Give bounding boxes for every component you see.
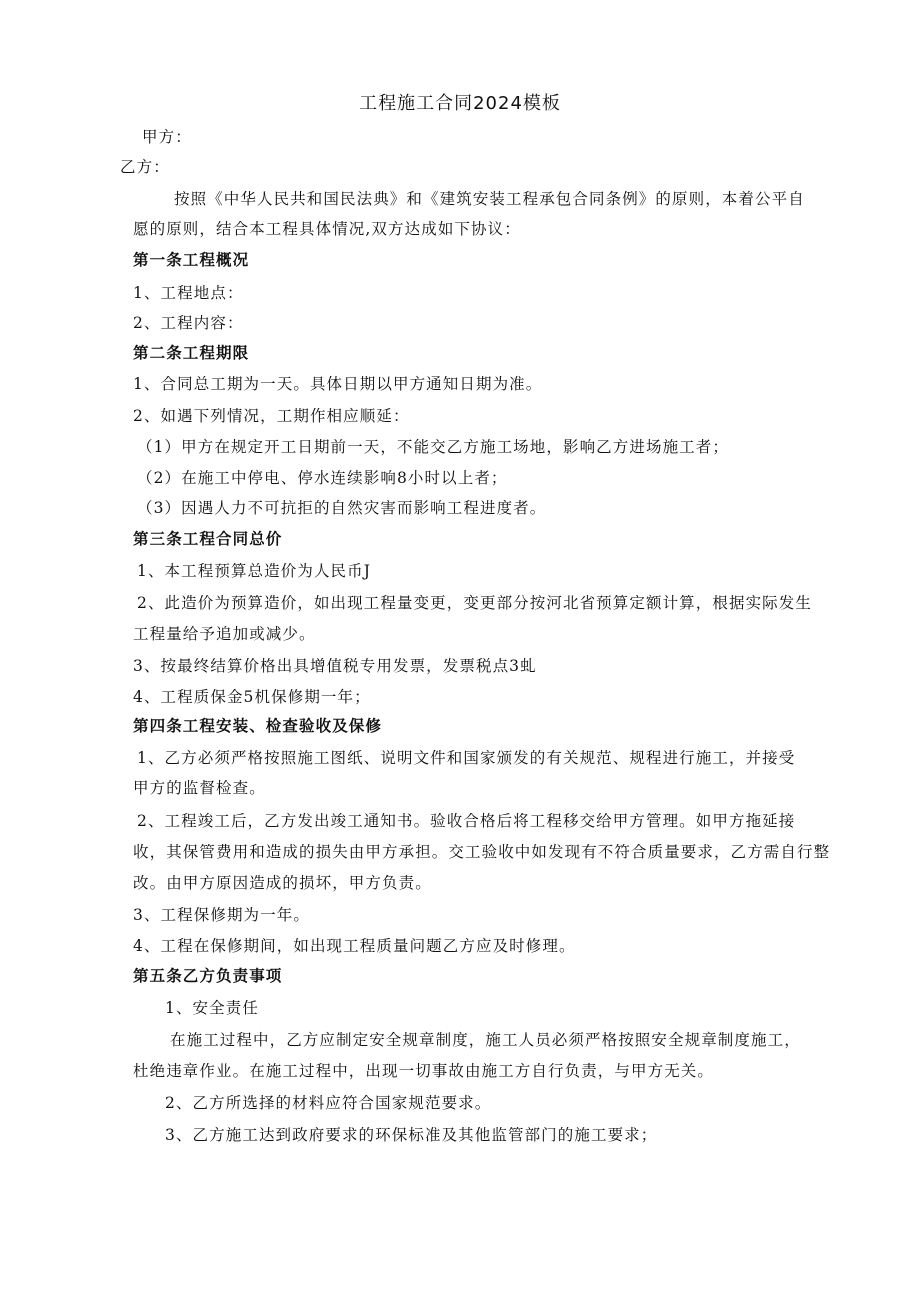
intro-line: 愿的原则，结合本工程具体情况,双方达成如下协议： — [133, 220, 521, 238]
article-2-item: （3）因遇人力不可抗拒的自然灾害而影响工程进度者。 — [137, 499, 547, 517]
article-4-item: 4、工程在保修期间，如出现工程质量问题乙方应及时修理。 — [133, 937, 576, 955]
article-4-item: 甲方的监督检查。 — [133, 779, 266, 797]
article-5-item: 2、乙方所选择的材料应符合国家规范要求。 — [165, 1094, 492, 1112]
article-1-item: 1、工程地点： — [133, 284, 244, 302]
article-2-item: 2、如遇下列情况，工期作相应顺延： — [133, 407, 410, 425]
article-1-heading: 第一条工程概况 — [133, 250, 250, 269]
article-4-item: 2、工程竣工后，乙方发出竣工通知书。验收合格后将工程移交给甲方管理。如甲方拖延接 — [137, 812, 796, 830]
article-4-item: 改。由甲方原因造成的损坏，甲方负责。 — [133, 874, 432, 892]
party-a-line: 甲方： — [142, 128, 192, 146]
article-3-item: 工程量给予追加或减少。 — [133, 625, 316, 643]
article-2-item: 1、合同总工期为一天。具体日期以甲方通知日期为准。 — [133, 375, 543, 393]
article-3-item: 4、工程质保金5机保修期一年； — [133, 688, 371, 706]
article-5-item: 3、乙方施工达到政府要求的环保标准及其他监管部门的施工要求； — [165, 1126, 658, 1144]
article-4-item: 收，其保管费用和造成的损失由甲方承担。交工验收中如发现有不符合质量要求，乙方需自行整 — [133, 843, 831, 861]
article-1-item: 2、工程内容： — [133, 314, 244, 332]
article-2-item: （2）在施工中停电、停水连续影响8小时以上者； — [137, 469, 508, 487]
party-b-line: 乙方： — [120, 158, 170, 176]
article-5-item: 在施工过程中，乙方应制定安全规章制度，施工人员必须严格按照安全规章制度施工， — [170, 1031, 801, 1049]
article-3-item: 1、本工程预算总造价为人民币J — [137, 562, 372, 580]
article-4-item: 1、乙方必须严格按照施工图纸、说明文件和国家颁发的有关规范、规程进行施工，并接受 — [137, 749, 796, 767]
article-2-heading: 第二条工程期限 — [133, 343, 250, 362]
intro-line: 按照《中华人民共和国民法典》和《建筑安装工程承包合同条例》的原则，本着公平自 — [174, 190, 805, 208]
article-5-item: 1、安全责任 — [165, 999, 259, 1017]
article-3-item: 2、此造价为预算造价，如出现工程量变更，变更部分按河北省预算定额计算，根据实际发生 — [137, 594, 812, 612]
article-4-item: 3、工程保修期为一年。 — [133, 906, 310, 924]
article-3-item: 3、按最终结算价格出具增值税专用发票，发票税点3虬 — [133, 657, 537, 675]
document-title: 工程施工合同2024模板 — [359, 93, 561, 114]
article-2-item: （1）甲方在规定开工日期前一天，不能交乙方施工场地，影响乙方进场施工者； — [137, 438, 729, 456]
article-5-item: 杜绝违章作业。在施工过程中，出现一切事故由施工方自行负责，与甲方无关。 — [133, 1062, 715, 1080]
article-5-heading: 第五条乙方负责事项 — [133, 966, 283, 985]
article-3-heading: 第三条工程合同总价 — [133, 529, 283, 548]
article-4-heading: 第四条工程安装、检查验收及保修 — [133, 716, 383, 735]
